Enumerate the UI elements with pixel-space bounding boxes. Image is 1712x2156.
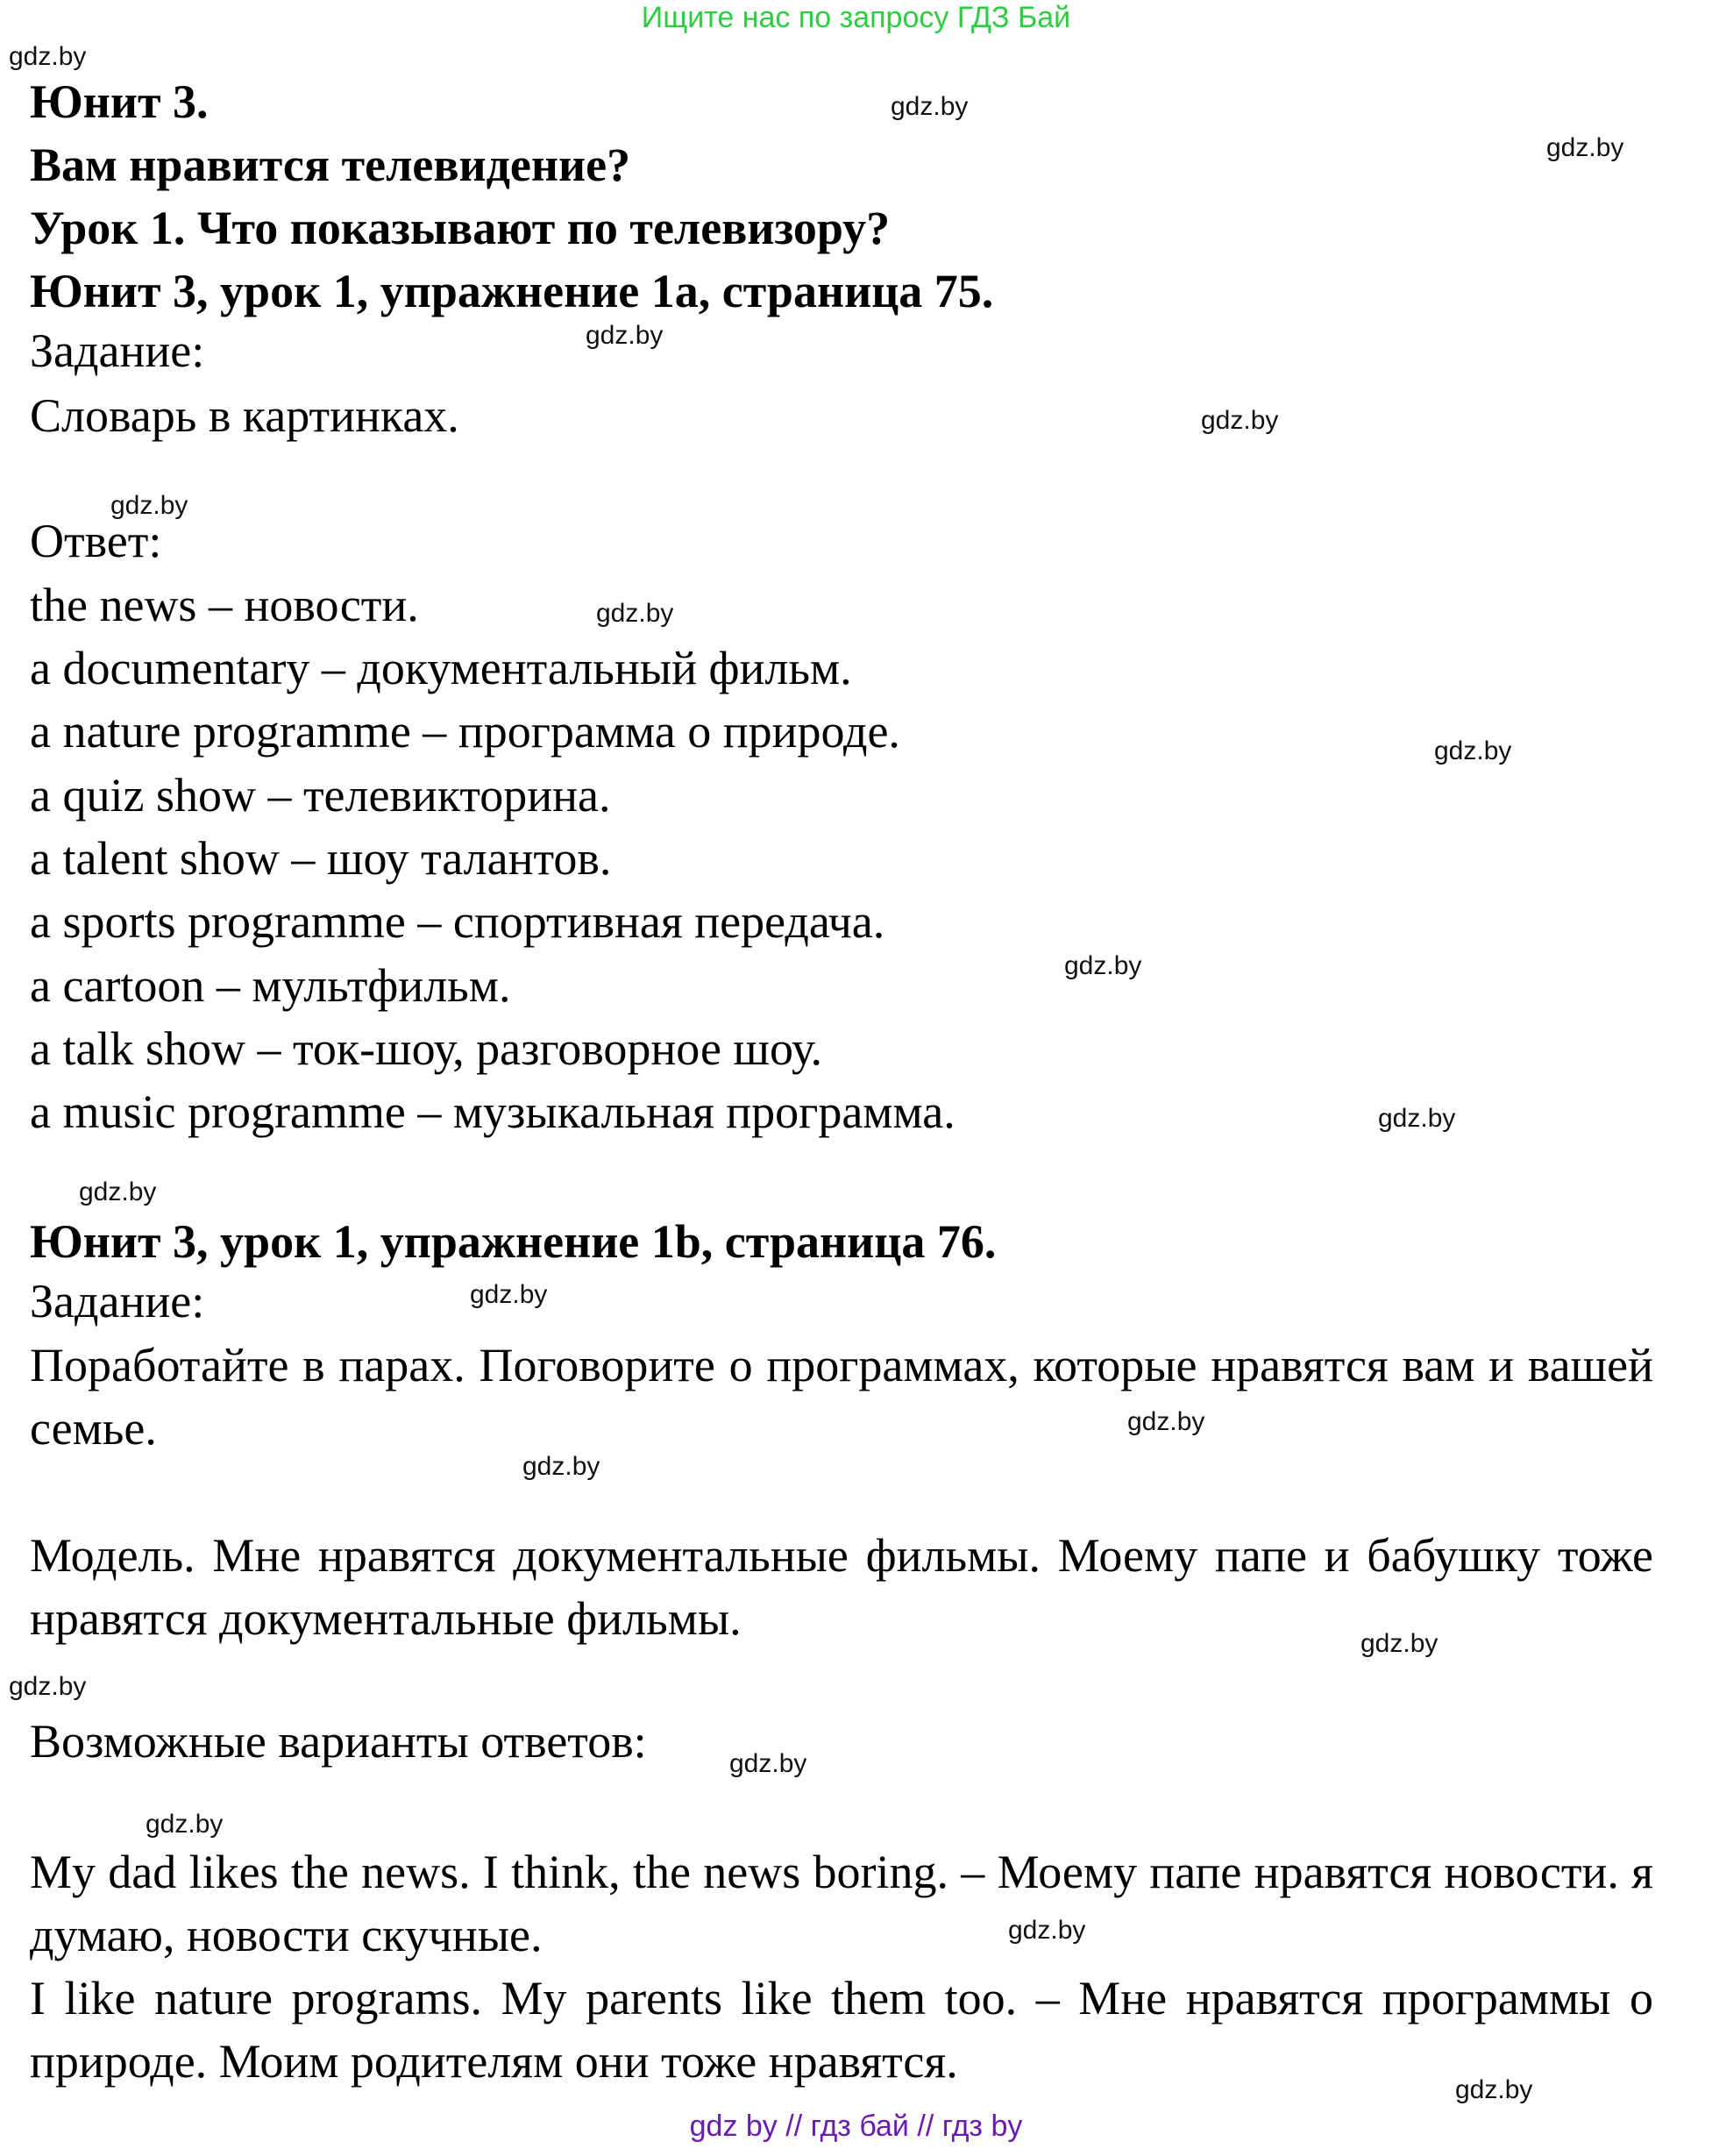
vocab-item: the news – новости.	[30, 579, 419, 631]
watermark: gdz.by	[9, 42, 87, 71]
vocab-item: a talk show – ток-шоу, разговорное шоу.	[30, 1022, 823, 1075]
watermark: gdz.by	[146, 1810, 224, 1839]
watermark: gdz.by	[1008, 1916, 1086, 1945]
exercise-1b-heading: Юнит 3, урок 1, упражнение 1b, страница 76.	[30, 1215, 997, 1268]
vocab-item: a sports programme – спортивная передача.	[30, 895, 885, 948]
footer-links[interactable]: gdz by // гдз бай // гдз by	[689, 2110, 1023, 2143]
task-label: Задание:	[30, 324, 205, 377]
vocab-item: a music programme – музыкальная программа.	[30, 1085, 955, 1138]
watermark: gdz.by	[1546, 133, 1624, 162]
watermark: gdz.by	[1455, 2075, 1533, 2104]
variants-label: Возможные варианты ответов:	[30, 1715, 647, 1768]
watermark: gdz.by	[1127, 1407, 1205, 1436]
unit-title: Юнит 3.	[30, 75, 209, 128]
top-banner-link[interactable]: Ищите нас по запросу ГДЗ Бай	[641, 1, 1071, 34]
vocab-item: a talent show – шоу талантов.	[30, 832, 612, 885]
answer-item: My dad likes the news. I think, the news boring. – Моему папе нравятся новости. я думаю, новости скучные.	[30, 1846, 1653, 1961]
task-text: Поработайте в парах. Поговорите о программах, которые нравятся вам и вашей семье.	[30, 1339, 1653, 1455]
watermark: gdz.by	[1064, 951, 1142, 980]
watermark: gdz.by	[9, 1672, 87, 1701]
watermark: gdz.by	[586, 321, 664, 350]
task-text: Словарь в картинках.	[30, 389, 459, 442]
watermark: gdz.by	[891, 92, 969, 121]
watermark: gdz.by	[522, 1452, 600, 1481]
lesson-title: Урок 1. Что показывают по телевизору?	[30, 202, 891, 254]
unit-question: Вам нравится телевидение?	[30, 139, 631, 191]
watermark: gdz.by	[110, 491, 188, 520]
vocab-item: a documentary – документальный фильм.	[30, 642, 852, 694]
vocab-item: a cartoon – мультфильм.	[30, 959, 511, 1012]
answer-item: I like nature programs. My parents like them too. – Мне нравятся программы о природе. Моим родителям они тоже нравятся.	[30, 1972, 1653, 2088]
vocab-item: a quiz show – телевикторина.	[30, 769, 611, 822]
watermark: gdz.by	[79, 1178, 157, 1206]
watermark: gdz.by	[1434, 736, 1512, 765]
model-text: Модель. Мне нравятся документальные фильмы. Моему папе и бабушку тоже нравятся документальные фильмы.	[30, 1529, 1653, 1645]
watermark: gdz.by	[1201, 406, 1279, 435]
exercise-1a-heading: Юнит 3, урок 1, упражнение 1a, страница 75.	[30, 265, 994, 317]
answer-label: Ответ:	[30, 515, 162, 567]
vocab-item: a nature programme – программа о природе.	[30, 705, 900, 758]
watermark: gdz.by	[1378, 1104, 1456, 1133]
watermark: gdz.by	[470, 1280, 548, 1309]
watermark: gdz.by	[729, 1749, 807, 1778]
task-label: Задание:	[30, 1275, 205, 1327]
watermark: gdz.by	[596, 599, 674, 628]
watermark: gdz.by	[1360, 1629, 1439, 1658]
